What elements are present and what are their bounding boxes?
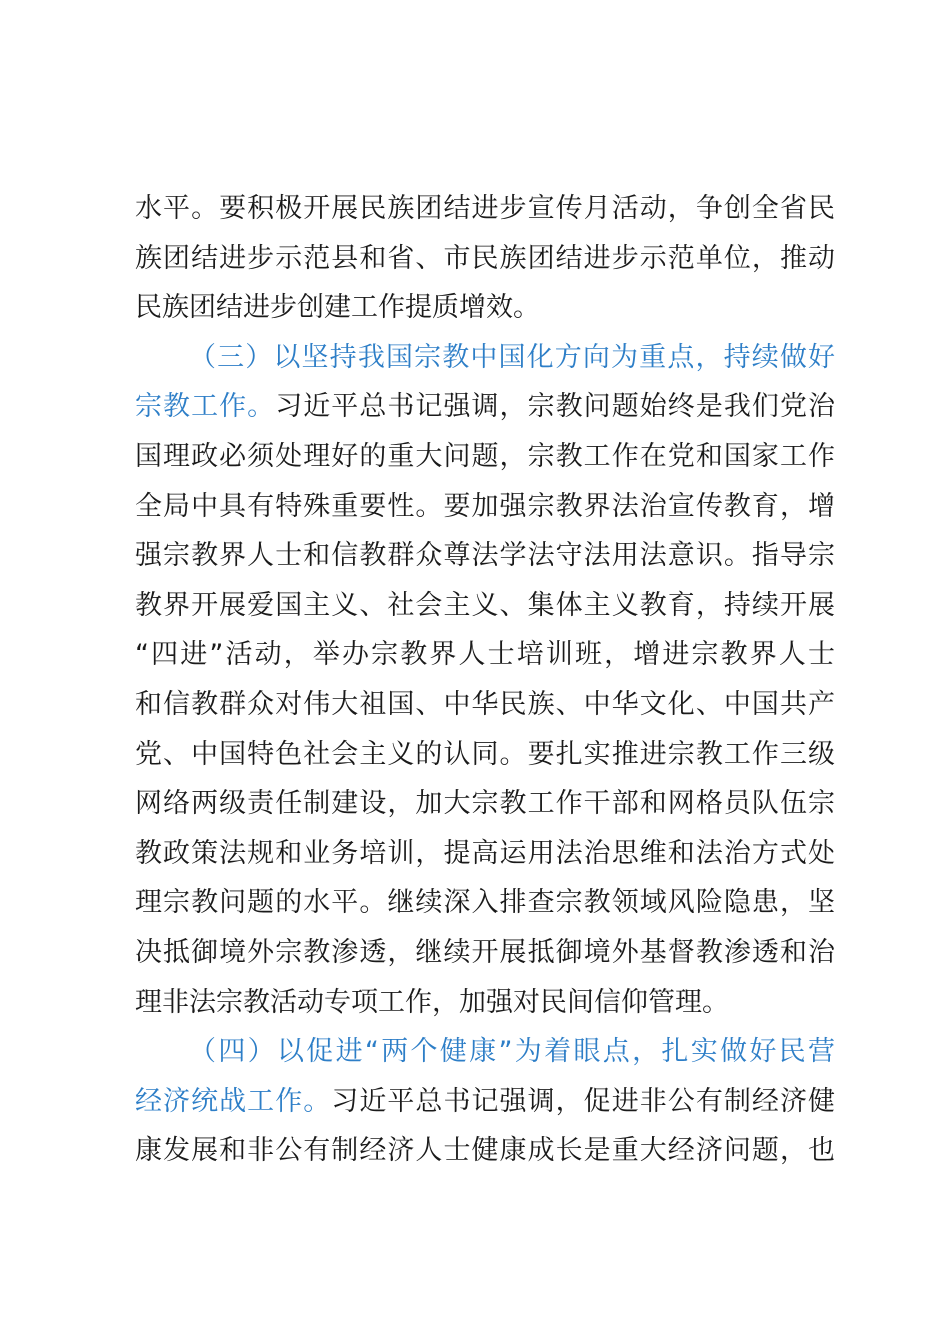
text-line: 理非法宗教活动专项工作，加强对民间信仰管理。	[135, 986, 729, 1018]
text-line: 国理政必须处理好的重大问题，宗教工作在党和国家工作	[135, 440, 835, 472]
text-line: 和信教群众对伟大祖国、中华民族、中华文化、中国共产	[135, 688, 835, 720]
text-line: 民族团结进步创建工作提质增效。	[135, 292, 540, 324]
section-heading-3-end: 宗教工作。	[135, 391, 276, 423]
text-line-content: 习近平总书记强调，促进非公有制经济健	[331, 1085, 835, 1117]
text-line: 教界开展爱国主义、社会主义、集体主义教育，持续开展	[135, 589, 835, 621]
document-body	[135, 184, 835, 1176]
text-line: 教政策法规和业务培训，提高运用法治思维和法治方式处	[135, 837, 835, 869]
section-heading-4-end: 经济统战工作。	[135, 1085, 332, 1117]
text-line: 水平。要积极开展民族团结进步宣传月活动，争创全省民	[135, 193, 835, 224]
text-line: 决抵御境外宗教渗透，继续开展抵御境外基督教渗透和治	[135, 936, 835, 968]
text-line: 康发展和非公有制经济人士健康成长是重大经济问题，也	[135, 1135, 835, 1167]
section-heading-4: （四）以促进“两个健康”为着眼点，扎实做好民营	[189, 1036, 835, 1068]
text-line: 理宗教问题的水平。继续深入排查宗教领域风险隐患，坚	[135, 887, 835, 919]
text-line: 强宗教界人士和信教群众尊法学法守法用法意识。指导宗	[135, 540, 835, 572]
text-line: 党、中国特色社会主义的认同。要扎实推进宗教工作三级	[135, 738, 835, 770]
text-line: 族团结进步示范县和省、市民族团结进步示范单位，推动	[135, 242, 835, 274]
text-line: 网络两级责任制建设，加大宗教工作干部和网格员队伍宗	[135, 788, 835, 820]
text-line: “四进”活动，举办宗教界人士培训班，增进宗教界人士	[135, 639, 835, 671]
text-line	[135, 1077, 835, 1127]
text-line-content: 习近平总书记强调，宗教问题始终是我们党治	[275, 391, 835, 423]
text-line	[135, 382, 835, 432]
text-line: 全局中具有特殊重要性。要加强宗教界法治宣传教育，增	[135, 490, 835, 522]
section-heading-3: （三）以坚持我国宗教中国化方向为重点，持续做好	[189, 341, 835, 373]
